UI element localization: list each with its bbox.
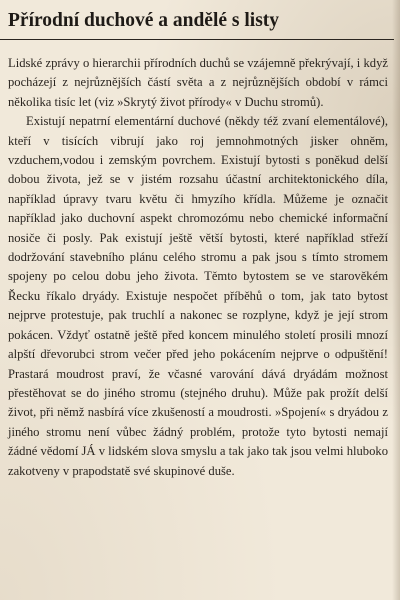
title-underline xyxy=(0,39,394,40)
page-edge-shadow xyxy=(392,0,400,600)
body-text xyxy=(8,54,388,481)
paragraph-main: Existují nepatrní elementární duchové (někdy též zvaní elementálové), kteří v tisících vibrují jako roj jemnohmotných jisker ohněm, vzduchem,vodou i zemským povrchem. Existují bytosti s poněkud delší dobou života, jež se v jistém rozsahu účastní architektonického díla, například úpravy tvaru květu či hmyzího křídla. Můžeme je označit například jako duchovní aspekt chromozómu nebo chemické informační nosiče či posly. Pak existují ještě větší bytosti, které například střeží dodržování stavebního plánu celého stromu a pak jsou s tímto stromem spojeny po celou dobu jeho života. Těmto bytostem se ve starověkém Řecku říkalo dryády. Existuje nespočet příběhů o tom, jak tato bytost nejprve protestuje, pak truchlí a nakonec se rozplyne, když je její strom pokácen. Vždyť ostatně ještě před koncem minulého století prosili mnozí alpští dřevorubci strom večer před jeho pokácením nejprve o odpuštění! Prastará moudrost praví, že včasné varování dává dryádám možnost přestěhovat se do jiného stromu (stejného druhu). Může pak prožít delší život, při němž nasbírá více zkušeností a moudrosti. »Spojení« s dryádou z jiného stromu není vůbec žádný problém, protože tyto bytosti nemají žádné vědomí JÁ v lidském slova smyslu a tak jako tak jsou velmi hluboko zakotveny v prapodstatě své skupinové duše. xyxy=(8,114,388,478)
section-title: Přírodní duchové a andělé s listy xyxy=(8,10,280,31)
paragraph-intro: Lidské zprávy o hierarchii přírodních duchů se vzájemně překrývají, i když pocházejí z nejrůznějších částí světa a z nejrůznějších období v rámci několika tisíc let (viz »Skrytý život přírody« v Duchu stromů). xyxy=(8,56,388,109)
